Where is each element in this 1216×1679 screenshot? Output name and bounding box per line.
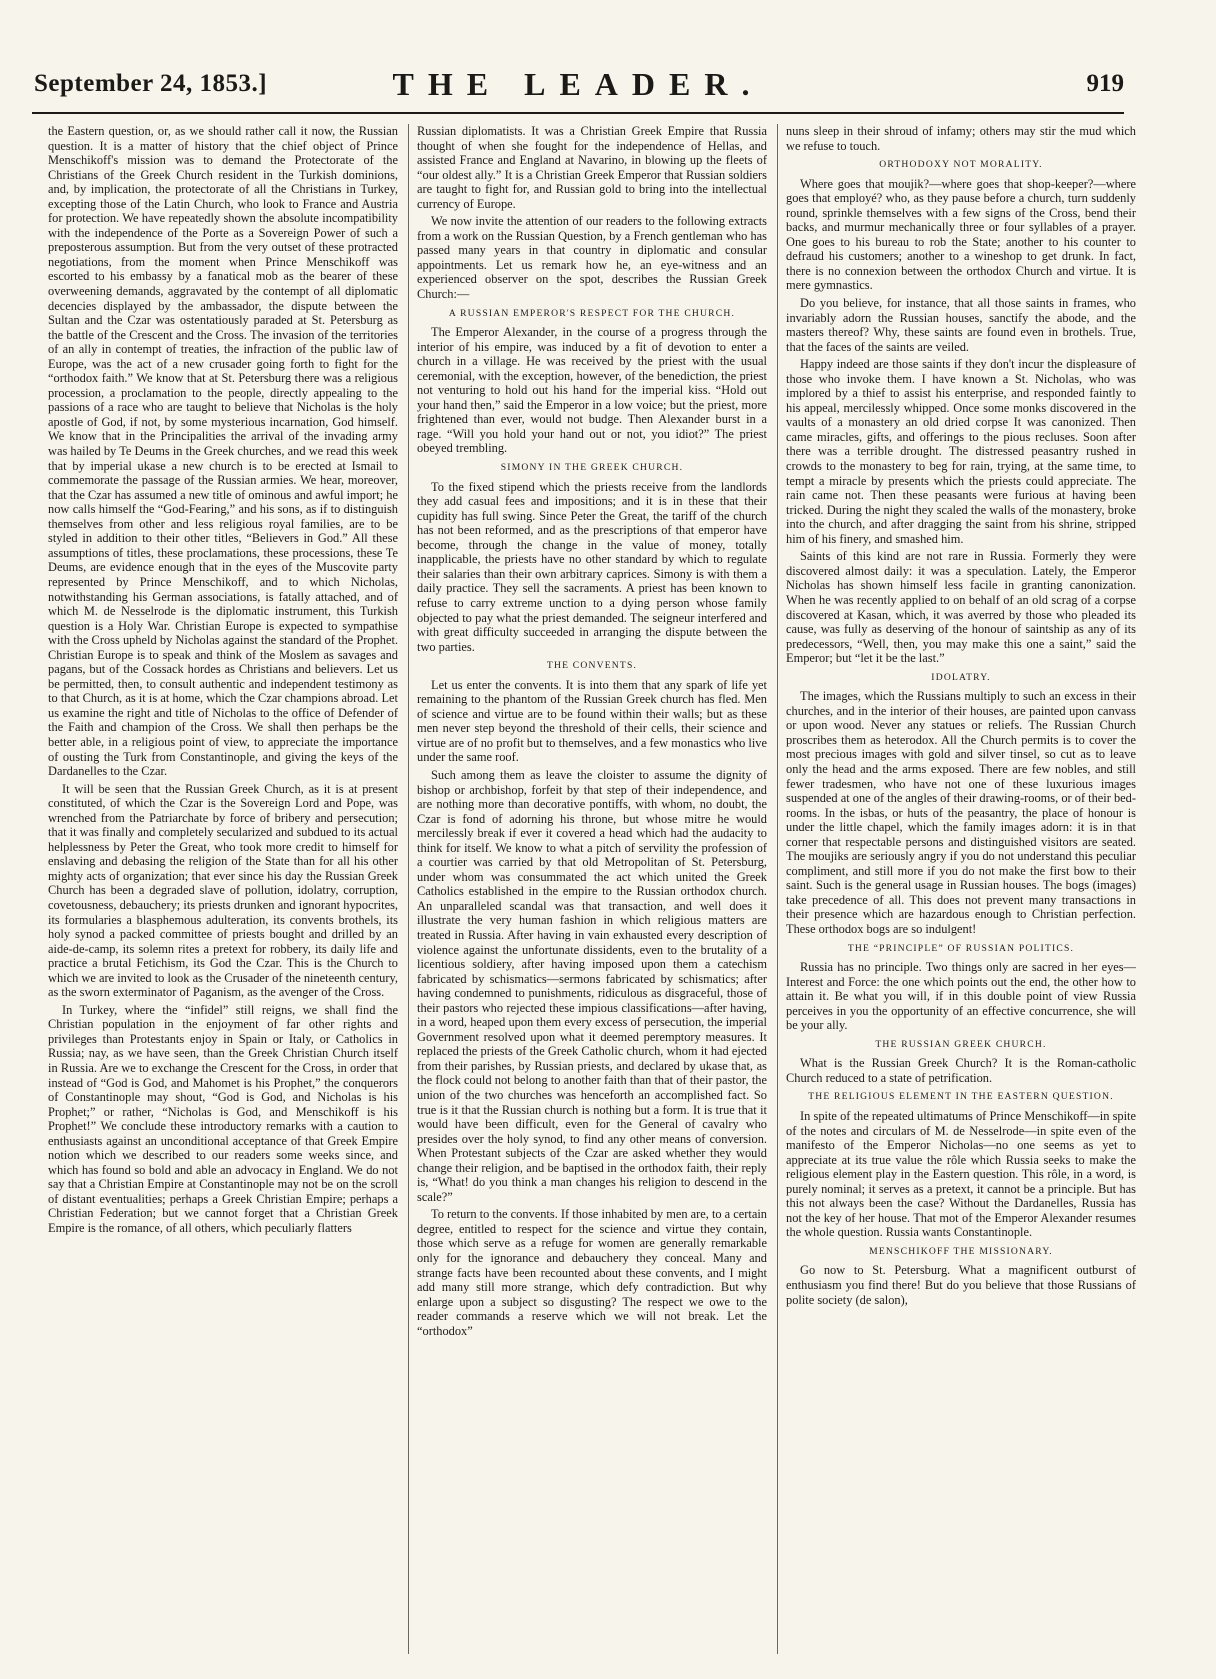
newspaper-title: THE LEADER.: [392, 66, 764, 102]
paragraph: Go now to St. Petersburg. What a magnificent outburst of enthusiasm you find there! But do you believe that those Russians of polite society (de salon),: [786, 1263, 1136, 1307]
paragraph: To return to the convents. If those inhabited by men are, to a certain degree, entitled to respect for the science and virtue they contain, those which serve as a refuge for women are generally remarkable only for the ignorance and debauchery they conceal. Many and strange facts have been recounted about these convents, and I might add many still more strange, which defy contradiction. But why enlarge upon a subject so disgusting? The respect we owe to the reader commands a reserve which we will not break. Let the “orthodox”: [417, 1207, 767, 1338]
paragraph: Russia has no principle. Two things only are sacred in her eyes—Interest and Force: the one which points out the end, the other how to attain it. Be what you will, if in this double point of view Russia perceives in you the opportunity of an effective concurrence, she will be your ally.: [786, 960, 1136, 1033]
section-heading: THE CONVENTS.: [546, 660, 638, 672]
paragraph: Such among them as leave the cloister to assume the dignity of bishop or archbishop, forfeit by that step of their independence, and are nothing more than decorative pontiffs, with whom, no doubt, the Czar is fond of adorning his throne, but whose mitre he would mercilessly break if ever it covered a head which had the audacity to think for itself. We know to what a pitch of servility the profession of a courtier was carried by that old Metropolitan of St. Petersburg, under whom was consummated the act which united the Greek Catholics established in the empire to the Russian orthodox church. An unparalleled scandal was that transaction, and well does it illustrate the very human fashion in which religious matters are treated in Russia. After having in vain exhausted every description of violence against the unfortunate dissidents, even to the brutality of a licentious soldiery, after having imposed upon them a catechism fabricated by schismatics—sermons fabricated by schismatics; after having condemned to punishments, ridiculous as disgraceful, those of their pastors who rejected these impious classifications—after having, in a word, heaped upon them every excess of persecution, the imperial Government resolved upon what it deemed peremptory measures. It replaced the priests of the Greek Catholic church, whom it had ejected from their parishes, by Russian priests, and declared by ukase that, as the flock could not belong to another faith than that of their pastor, the union of the two churches was henceforth an accomplished fact. So true is it that the Russian church is nothing but a form. It is true that it would have been difficult, even for the General of cavalry who presides over the holy synod, to find any other means of conversion. When Protestant subjects of the Czar are asked whether they would change their religion, and be baptised in the orthodox faith, their reply is, “What! do you think a man changes his religion to descend in the scale?”: [417, 767, 767, 1204]
section-heading: IDOLATRY.: [931, 671, 991, 683]
paragraph: In Turkey, where the “infidel” still reigns, we shall find the Christian population in the enjoyment of far other rights and privileges than Protestants enjoy in Spain or Italy, or Catholics in Russia; nay, as we have seen, than the Greek Christian Church itself in Russia. Are we to exchange the Crescent for the Cross, in order that instead of “God is God, and Mahomet is his Prophet,” the conquerors of Constantinople may shout, “God is God, and Nicholas is his Prophet;” or rather, “Nicholas is God, and Menschikoff is his Prophet!” We conclude these introductory remarks with a caution to enthusiasts against an unconditional acceptance of that Greek Empire notion which we described to our readers some weeks since, and which has found so bold and able an advocacy in England. We do not say that a Christian Empire at Constantinople may not be on the scroll of distant eventualities; perhaps a Greek Christian Empire; perhaps a Christian Federation; but we cannot forget that a Christian Greek Empire is the romance, of all others, which peculiarly flatters: [48, 1002, 398, 1236]
section-heading: THE RELIGIOUS ELEMENT IN THE EASTERN QUESTION.: [808, 1091, 1114, 1103]
section-heading: A RUSSIAN EMPEROR'S RESPECT FOR THE CHURCH.: [448, 307, 736, 319]
paragraph: Let us enter the convents. It is into them that any spark of life yet remaining to the phantom of the Russian Greek church has fled. Men of science and virtue are to be found within their walls; but as these men never step beyond the threshold of their cells, their science and virtue are of no profit but to themselves, and a few monastics who live under the same roof.: [417, 677, 767, 765]
paragraph: What is the Russian Greek Church? It is the Roman-catholic Church reduced to a state of petrification.: [786, 1056, 1136, 1085]
column-divider: [777, 124, 778, 1654]
paragraph: Do you believe, for instance, that all those saints in frames, who invariably adorn the Russian houses, sanctify the abode, and the masters thereof? Why, these saints are found even in brothels. True, that the faces of the saints are veiled.: [786, 296, 1136, 354]
column-divider: [408, 124, 409, 1654]
paragraph: nuns sleep in their shroud of infamy; others may stir the mud which we refuse to touch.: [786, 124, 1136, 153]
paragraph: The Emperor Alexander, in the course of a progress through the interior of his empire, was induced by a fit of devotion to enter a church in a village. He was received by the priest with the usual ceremonial, with the exception, however, of the benediction, the priest not venturing to hold out his hand for the imperial kiss. “Hold out your hand then,” said the Emperor in a low voice; but the priest, more frightened than ever, would not budge. Then Alexander burst in a rage. “Will you hold your hand out or not, you idiot?” The priest obeyed trembling.: [417, 325, 767, 456]
masthead: [32, 66, 1124, 114]
section-heading: ORTHODOXY NOT MORALITY.: [879, 159, 1043, 171]
text-column-3: [786, 124, 1136, 1654]
paragraph: The images, which the Russians multiply to such an excess in their churches, and in the interior of their houses, are painted upon canvass or upon wood. Never any statues or reliefs. The Russian Church proscribes them as heterodox. All the Church permits is to cover the most precious images with gold and silver tinsel, so cut as to leave only the head and the arms exposed. There are few nobles, and still fewer tradesmen, who have not one of these luxurious images suspended at one of the angles of their drawing-rooms, or of their bed-rooms. In the isbas, or huts of the peasantry, the place of honour is under the little chapel, which the family images adorn: it is in that corner that respectable persons and distinguished visitors are seated. The moujiks are seriously angry if you do not understand this peculiar compliment, and still more if you do not make the first bow to their saint. Such is the general usage in Russian houses. The bogs (images) take precedence of all. This does not prevent many transactions in their presence which are hazardous enough to Christian perfection. These orthodox bogs are so indulgent!: [786, 689, 1136, 936]
section-heading: THE “PRINCIPLE” OF RUSSIAN POLITICS.: [847, 942, 1075, 954]
paragraph: Where goes that moujik?—where goes that shop-keeper?—where goes that employé? who, as they pause before a church, turn suddenly round, sprinkle themselves with a few signs of the Cross, bend their backs, and murmur mechanically three or four syllables of a prayer. One goes to his bureau to rob the State; another to his counter to defraud his customers; another to a wineshop to get drunk. In fact, there is no connexion between the orthodox Church and virtue. It is mere gymnastics.: [786, 176, 1136, 293]
section-heading: MENSCHIKOFF THE MISSIONARY.: [869, 1245, 1053, 1257]
section-heading: SIMONY IN THE GREEK CHURCH.: [500, 462, 684, 474]
issue-date: September 24, 1853.]: [34, 70, 268, 97]
paragraph: Saints of this kind are not rare in Russia. Formerly they were discovered almost daily: it was a speculation. Lately, the Emperor Nicholas has shown himself less facile in granting canonization. When he was recently applied to on behalf of an old scrag of a corpse discovered at Kasan, which, it was averred by those who pleaded its cause, was fully as deserving of the honour of saintship as any of its predecessors, “Well, then, you may make this one a saint,” said the Emperor; but “let it be the last.”: [786, 549, 1136, 666]
paragraph: Happy indeed are those saints if they don't incur the displeasure of those who invoke them. I have known a St. Nicholas, who was implored by a thief to assist his enterprise, and responded faintly to his appeal, mercilessly whipped. Once some monks discovered in the vaults of a monastery an old dried corpse It was canonized. Then came miracles, gifts, and offerings to the pious recluses. Soon after there was a terrible drought. The distressed peasantry rushed in crowds to the monastery to beg for rain, trying, at the same time, to tempt a miracle by presents which the priests could appreciate. The rain came not. Then these peasants were furious at having been tricked. During the night they scaled the walls of the monastery, broke into the church, and after dragging the saint from his shrine, stripped him of his finery, and smashed him.: [786, 357, 1136, 546]
paragraph: In spite of the repeated ultimatums of Prince Menschikoff—in spite of the notes and circulars of M. de Nesselrode—in spite even of the manifesto of the Emperor Nicholas—no one seems as yet to appreciate at its true value the rôle which Russia seeks to make the religious element play in the Eastern question. This rôle, in a word, is purely nominal; it serves as a pretext, it cannot be a principle. But has this not always been the case? Without the Dardanelles, Russia has not the key of her house. That mot of the Emperor Alexander resumes the whole question. Russia wants Constantinople.: [786, 1109, 1136, 1240]
text-column-2: [417, 124, 767, 1654]
paragraph: the Eastern question, or, as we should rather call it now, the Russian question. It is a matter of history that the chief object of Prince Menschikoff's mission was to demand the Protectorate of the Christians of the Greek Church resident in the Turkish dominions, and, by implication, the protectorate of all the Christians in Turkey, excepting those of the Latin Church, who look to France and Austria for protection. We have repeatedly shown the absolute incompatibility with the independence of the Porte as a Sovereign Power of such a preposterous assumption. But from the very outset of these protracted negotiations, from the moment when Prince Menschikoff was escorted to his embassy by a fanatical mob as the bearer of these overweening demands, aggravated by the contempt of all diplomatic decencies displayed by the ambassador, the dispute between the Sultan and the Czar was ostentatiously paraded at St. Petersburg as the battle of the Crescent and the Cross. The invasion of the territories of an ally in contempt of treaties, the infraction of the public law of Europe, was the act of a new crusader going forth to fight for the “orthodox faith.” We know that at St. Petersburg there was a religious procession, a proclamation to the people, directly appealing to the passions of a race who are taught to believe that Nicholas is the holy apostle of God, if not, by some mysterious incarnation, God himself. We know that in the Principalities the arrival of the invading army was hailed by Te Deums in the Greek churches, and we read this week that by imperial ukase a new church is to be erected at Ismail to commemorate the passage of the Russian armies. We hear, moreover, that the Czar has assumed a new title of ominous and awful import; he now calls himself the “God-Fearing,” and his sons, as if to distinguish themselves from other and less religious royal families, are to be styled in addition to their other titles, “Believers in God.” All these assumptions of titles, these proclamations, these processions, these Te Deums, are evidence enough that in the eyes of the Muscovite party represented by Prince Menschikoff, and to which Nicholas, notwithstanding his German associations, is fatally attached, and of which M. de Nesselrode is the diplomatic instrument, this Turkish question is a Holy War. Christian Europe is expected to sympathise with the Cross upheld by Nicholas against the standard of the Prophet. Christian Europe is to speak and think of the Moslem as savages and pagans, but of the Cossack hordes as Christians and believers. Let us be permitted, then, to consult authentic and independent testimony as to that Church, as it is at home, which the Czar champions abroad. Let us examine the right and title of Nicholas to the office of Defender of the Faith and champion of the Cross. We shall then perhaps be the better able, in a religious point of view, to appreciate the importance of ousting the Turk from Constantinople, and giving the keys of the Dardanelles to the Czar.: [48, 124, 398, 779]
paragraph: We now invite the attention of our readers to the following extracts from a work on the Russian Question, by a French gentleman who has passed many years in that country in diplomatic and consular appointments. Let us remark how he, an eye-witness and an experienced observer on the spot, describes the Russian Greek Church:—: [417, 214, 767, 302]
section-heading: THE RUSSIAN GREEK CHURCH.: [875, 1038, 1047, 1050]
paragraph: To the fixed stipend which the priests receive from the landlords they add casual fees and impositions; and it is in these that their cupidity has full swing. Since Peter the Great, the tariff of the church has not been reformed, and as the prescriptions of that emperor have become, through the change in the value of money, totally inapplicable, the priests have no other standard by which to regulate their salaries than their own arbitrary caprices. Simony is with them a daily practice. They sell the sacraments. A priest has been known to refuse to carry extreme unction to a dying person whose family objected to pay what the priest demanded. The seigneur interfered and with great difficulty succeeded in arranging the dispute between the two parties.: [417, 479, 767, 654]
page-number: 919: [1086, 70, 1124, 97]
text-column-1: [48, 124, 398, 1654]
paragraph: It will be seen that the Russian Greek Church, as it is at present constituted, of which the Czar is the Sovereign Lord and Pope, was wrenched from the Patriarchate by force of bribery and persecution; that it was finally and completely secularized and subdued to its actual helplessness by Peter the Great, who took more credit to himself for enslaving and debasing the religion of the State than for all his other mighty acts of organization; that ever since his day the Russian Greek Church has been a degraded slave of pollution, idolatry, corruption, covetousness, debauchery; its priests drunken and ignorant hypocrites, its formularies a blasphemous adulteration, its convents brothels, its holy synod a packed committee of priests bought and drilled by an aide-de-camp, its solemn rites a pretext for robbery, its daily life and practice a brutal Fetichism, its God the Czar. This is the Church to which we are invited to look as the Crusader of the nineteenth century, as the sworn exterminator of Paganism, as the avenger of the Cross.: [48, 781, 398, 1000]
paragraph: Russian diplomatists. It was a Christian Greek Empire that Russia thought of when she fought for the independence of Hellas, and assisted France and England at Navarino, in blowing up the fleets of “our oldest ally.” It is a Christian Greek Emperor that Russian soldiers are taught to fight for, and Russian gold to bring into the intellectual currency of Europe.: [417, 124, 767, 211]
